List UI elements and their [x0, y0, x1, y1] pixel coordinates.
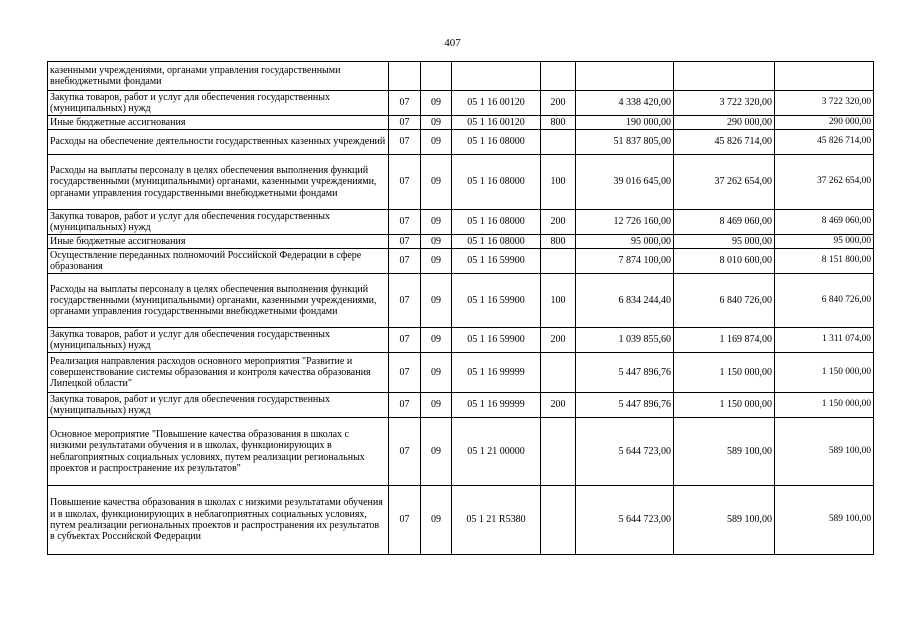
target-article-code: 05 1 16 08000: [452, 210, 541, 235]
section-code: 07: [389, 328, 421, 353]
section-code: 07: [389, 393, 421, 418]
target-article-code: 05 1 16 08000: [452, 235, 541, 249]
target-article-code: 05 1 16 59900: [452, 249, 541, 274]
table-row: [48, 353, 874, 393]
expense-type-code: [541, 418, 576, 486]
amount-year-3: 1 150 000,00: [775, 353, 874, 393]
amount-year-3: 1 150 000,00: [775, 393, 874, 418]
amount-year-2: 45 826 714,00: [674, 130, 775, 155]
row-name: Осуществление переданных полномочий Российской Федерации в сфере образования: [48, 249, 389, 274]
subsection-code: 09: [421, 486, 452, 555]
expense-type-code: 100: [541, 274, 576, 328]
amount-year-2: 1 150 000,00: [674, 353, 775, 393]
amount-year-3: 95 000,00: [775, 235, 874, 249]
amount-year-1: 1 039 855,60: [576, 328, 674, 353]
target-article-code: 05 1 16 59900: [452, 274, 541, 328]
amount-year-3: 1 311 074,00: [775, 328, 874, 353]
amount-year-3: 8 151 800,00: [775, 249, 874, 274]
amount-year-1: 190 000,00: [576, 116, 674, 130]
section-code: 07: [389, 418, 421, 486]
amount-year-3: 6 840 726,00: [775, 274, 874, 328]
row-name: Основное мероприятие "Повышение качества образования в школах с низкими результатами обучения и в школах, функционирующих в неблагоприятных социальных условиях, путем реализации региональных проектов и распространение их результатов": [48, 418, 389, 486]
subsection-code: 09: [421, 418, 452, 486]
subsection-code: [421, 62, 452, 91]
section-code: [389, 62, 421, 91]
target-article-code: 05 1 16 99999: [452, 353, 541, 393]
amount-year-1: 5 447 896,76: [576, 393, 674, 418]
row-name: Реализация направления расходов основного мероприятия "Развитие и совершенствование системы образования и контроля качества образования Липецкой области": [48, 353, 389, 393]
section-code: 07: [389, 274, 421, 328]
section-code: 07: [389, 91, 421, 116]
amount-year-2: 3 722 320,00: [674, 91, 775, 116]
amount-year-1: 12 726 160,00: [576, 210, 674, 235]
amount-year-3: [775, 62, 874, 91]
table-row: [48, 486, 874, 555]
amount-year-3: 3 722 320,00: [775, 91, 874, 116]
expense-type-code: 200: [541, 393, 576, 418]
table-row: [48, 249, 874, 274]
table-row: [48, 62, 874, 91]
subsection-code: 09: [421, 116, 452, 130]
amount-year-2: 6 840 726,00: [674, 274, 775, 328]
table-row: [48, 393, 874, 418]
amount-year-1: 95 000,00: [576, 235, 674, 249]
subsection-code: 09: [421, 235, 452, 249]
subsection-code: 09: [421, 328, 452, 353]
table-row: [48, 418, 874, 486]
table-row: [48, 116, 874, 130]
row-name: Закупка товаров, работ и услуг для обеспечения государственных (муниципальных) нужд: [48, 91, 389, 116]
amount-year-2: 589 100,00: [674, 486, 775, 555]
amount-year-2: [674, 62, 775, 91]
row-name: Закупка товаров, работ и услуг для обеспечения государственных (муниципальных) нужд: [48, 393, 389, 418]
amount-year-1: 6 834 244,40: [576, 274, 674, 328]
expense-type-code: [541, 62, 576, 91]
amount-year-1: 5 644 723,00: [576, 486, 674, 555]
amount-year-1: 5 447 896,76: [576, 353, 674, 393]
amount-year-3: 589 100,00: [775, 418, 874, 486]
row-name: Расходы на выплаты персоналу в целях обеспечения выполнения функций государственными (муниципальными) органами, казенными учреждениями, органами управления государственными внебюджетными фондами: [48, 274, 389, 328]
amount-year-1: 51 837 805,00: [576, 130, 674, 155]
page-number: 407: [444, 37, 461, 49]
subsection-code: 09: [421, 210, 452, 235]
table-row: [48, 274, 874, 328]
section-code: 07: [389, 486, 421, 555]
amount-year-2: 95 000,00: [674, 235, 775, 249]
expense-type-code: [541, 130, 576, 155]
amount-year-2: 290 000,00: [674, 116, 775, 130]
target-article-code: 05 1 21 R5380: [452, 486, 541, 555]
table-body: [48, 62, 874, 555]
table-row: [48, 328, 874, 353]
target-article-code: 05 1 16 00120: [452, 91, 541, 116]
table-row: [48, 210, 874, 235]
amount-year-2: 37 262 654,00: [674, 155, 775, 210]
row-name: Закупка товаров, работ и услуг для обеспечения государственных (муниципальных) нужд: [48, 210, 389, 235]
expense-type-code: 200: [541, 210, 576, 235]
table-row: [48, 91, 874, 116]
subsection-code: 09: [421, 91, 452, 116]
section-code: 07: [389, 116, 421, 130]
amount-year-3: 589 100,00: [775, 486, 874, 555]
amount-year-1: 39 016 645,00: [576, 155, 674, 210]
target-article-code: 05 1 16 08000: [452, 130, 541, 155]
row-name: Иные бюджетные ассигнования: [48, 116, 389, 130]
expense-type-code: [541, 249, 576, 274]
table-row: [48, 235, 874, 249]
target-article-code: 05 1 16 59900: [452, 328, 541, 353]
amount-year-3: 8 469 060,00: [775, 210, 874, 235]
target-article-code: 05 1 16 08000: [452, 155, 541, 210]
amount-year-2: 1 150 000,00: [674, 393, 775, 418]
row-name: Иные бюджетные ассигнования: [48, 235, 389, 249]
target-article-code: [452, 62, 541, 91]
amount-year-1: 7 874 100,00: [576, 249, 674, 274]
expense-type-code: 800: [541, 235, 576, 249]
expense-type-code: [541, 486, 576, 555]
row-name: Закупка товаров, работ и услуг для обеспечения государственных (муниципальных) нужд: [48, 328, 389, 353]
subsection-code: 09: [421, 155, 452, 210]
subsection-code: 09: [421, 130, 452, 155]
subsection-code: 09: [421, 274, 452, 328]
target-article-code: 05 1 21 00000: [452, 418, 541, 486]
row-name: Расходы на выплаты персоналу в целях обеспечения выполнения функций государственными (муниципальными) органами, казенными учреждениями, органами управления государственными внебюджетными фондами: [48, 155, 389, 210]
section-code: 07: [389, 235, 421, 249]
row-name: Повышение качества образования в школах с низкими результатами обучения и в школах, функционирующих в неблагоприятных социальных условиях, путем реализации региональных проектов и распространения их результатов в субъектах Российской Федерации: [48, 486, 389, 555]
section-code: 07: [389, 130, 421, 155]
amount-year-3: 290 000,00: [775, 116, 874, 130]
row-name: казенными учреждениями, органами управления государственными внебюджетными фондами: [48, 62, 389, 91]
expense-type-code: 800: [541, 116, 576, 130]
amount-year-2: 1 169 874,00: [674, 328, 775, 353]
subsection-code: 09: [421, 249, 452, 274]
amount-year-2: 8 010 600,00: [674, 249, 775, 274]
section-code: 07: [389, 155, 421, 210]
target-article-code: 05 1 16 00120: [452, 116, 541, 130]
section-code: 07: [389, 353, 421, 393]
section-code: 07: [389, 249, 421, 274]
amount-year-3: 37 262 654,00: [775, 155, 874, 210]
section-code: 07: [389, 210, 421, 235]
expense-type-code: [541, 353, 576, 393]
amount-year-2: 8 469 060,00: [674, 210, 775, 235]
expense-type-code: 200: [541, 328, 576, 353]
amount-year-3: 45 826 714,00: [775, 130, 874, 155]
table-row: [48, 155, 874, 210]
target-article-code: 05 1 16 99999: [452, 393, 541, 418]
budget-table: [47, 61, 874, 555]
subsection-code: 09: [421, 353, 452, 393]
amount-year-2: 589 100,00: [674, 418, 775, 486]
subsection-code: 09: [421, 393, 452, 418]
expense-type-code: 100: [541, 155, 576, 210]
amount-year-1: [576, 62, 674, 91]
amount-year-1: 4 338 420,00: [576, 91, 674, 116]
expense-type-code: 200: [541, 91, 576, 116]
row-name: Расходы на обеспечение деятельности государственных казенных учреждений: [48, 130, 389, 155]
amount-year-1: 5 644 723,00: [576, 418, 674, 486]
table-row: [48, 130, 874, 155]
